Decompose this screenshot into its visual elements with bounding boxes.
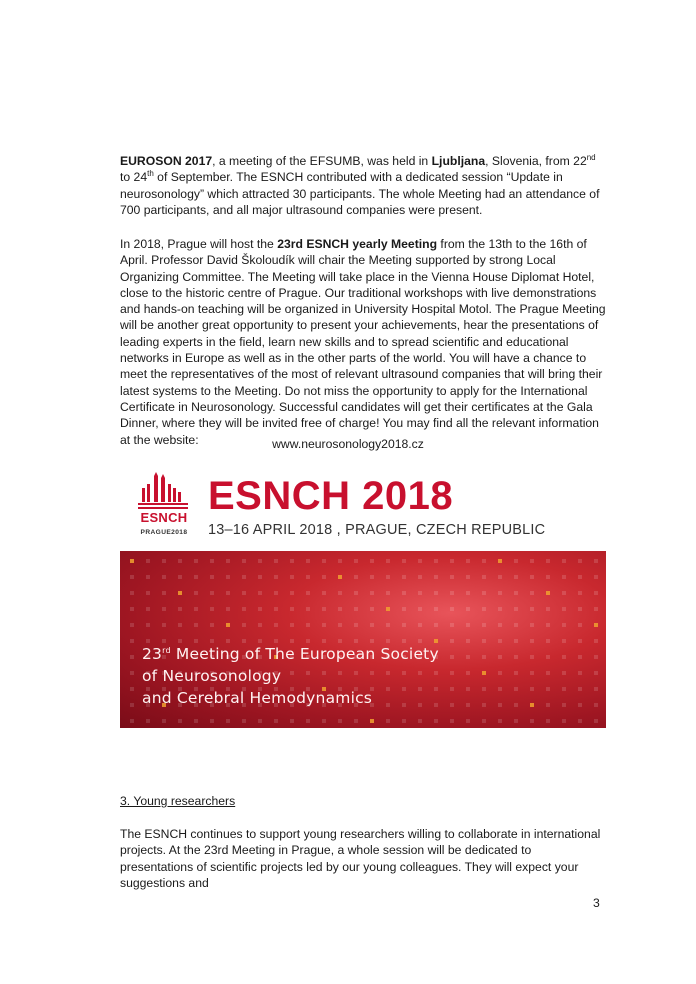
superscript: nd — [586, 152, 596, 162]
banner-line-3: and Cerebral Hemodynamics — [142, 689, 373, 707]
paragraph-euroson — [120, 153, 606, 218]
website-link[interactable]: www.neurosonology2018.cz — [272, 437, 424, 451]
superscript: rd — [162, 645, 171, 655]
banner-line-2: of Neurosonology — [142, 667, 282, 685]
event-date-location: 13–16 APRIL 2018 , PRAGUE, CZECH REPUBLIC — [208, 522, 546, 538]
text-run: In 2018, Prague will host the — [120, 237, 278, 251]
banner-line-text: Meeting of The European Society — [170, 645, 439, 663]
banner-line-1 — [142, 645, 439, 663]
text-run: of September. The ESNCH contributed with a dedicated session “Update in neurosonology” which attracted 30 participants. The whole Meeting had an attendance of 700 participants, and all major ultrasound companies were present. — [120, 170, 600, 217]
logo-text: ESNCH — [140, 510, 188, 525]
logo-subtext: PRAGUE2018 — [140, 529, 188, 536]
paragraph-young-researchers: The ESNCH continues to support young researchers willing to collaborate in international projects. At the 23rd Meeting in Prague, a whole session will be dedicated to presentations of scientific projects led by our young colleagues. They will expect your suggestions and — [120, 827, 601, 890]
text-run: to 24 — [120, 170, 148, 185]
prague-skyline-icon — [136, 472, 192, 510]
text-run: from the 13th to the 16th of April. Professor David Školoudík will chair the Meeting supported by strong Local Organizing Committee. The Meeting will take place in the Vienna House Diplomat Hotel, close to the historic centre of Prague. Our traditional workshops with live demonstrations and hands-on teaching will be organized in University Hospital Motol. The Prague Meeting will be another great opportunity to present your achievements, hear the presentations of leading experts in the field, learn new skills and to spread scientific and educational networks in Europe as well as in the other parts of the world. You will have a chance to meet the representatives of the most of relevant ultrasound companies that will bring their latest systems to the Meeting. Do not miss the opportunity to apply for the International Certificate in Neurosonology. Successful candidates will get their certificates at the Gala Dinner, where they will be invited free of charge! You may find all the relevant information at the website: — [120, 237, 606, 447]
event-banner-header — [120, 472, 606, 544]
ljubljana-bold: Ljubljana — [431, 154, 486, 168]
event-title: ESNCH 2018 — [208, 474, 454, 518]
page-number: 3 — [593, 896, 600, 910]
superscript: th — [147, 169, 154, 179]
event-banner-image — [120, 551, 606, 728]
esnch-logo — [136, 472, 192, 544]
euroson-bold: EUROSON 2017 — [120, 154, 213, 168]
banner-line-text: 23 — [142, 645, 163, 663]
paragraph-prague-meeting — [120, 236, 606, 448]
section-heading: 3. Young researchers — [120, 794, 236, 808]
text-run: , Slovenia, from 22 — [485, 154, 587, 168]
meeting-bold: 23rd ESNCH yearly Meeting — [277, 237, 438, 251]
text-run: , a meeting of the EFSUMB, was held in — [212, 154, 432, 168]
